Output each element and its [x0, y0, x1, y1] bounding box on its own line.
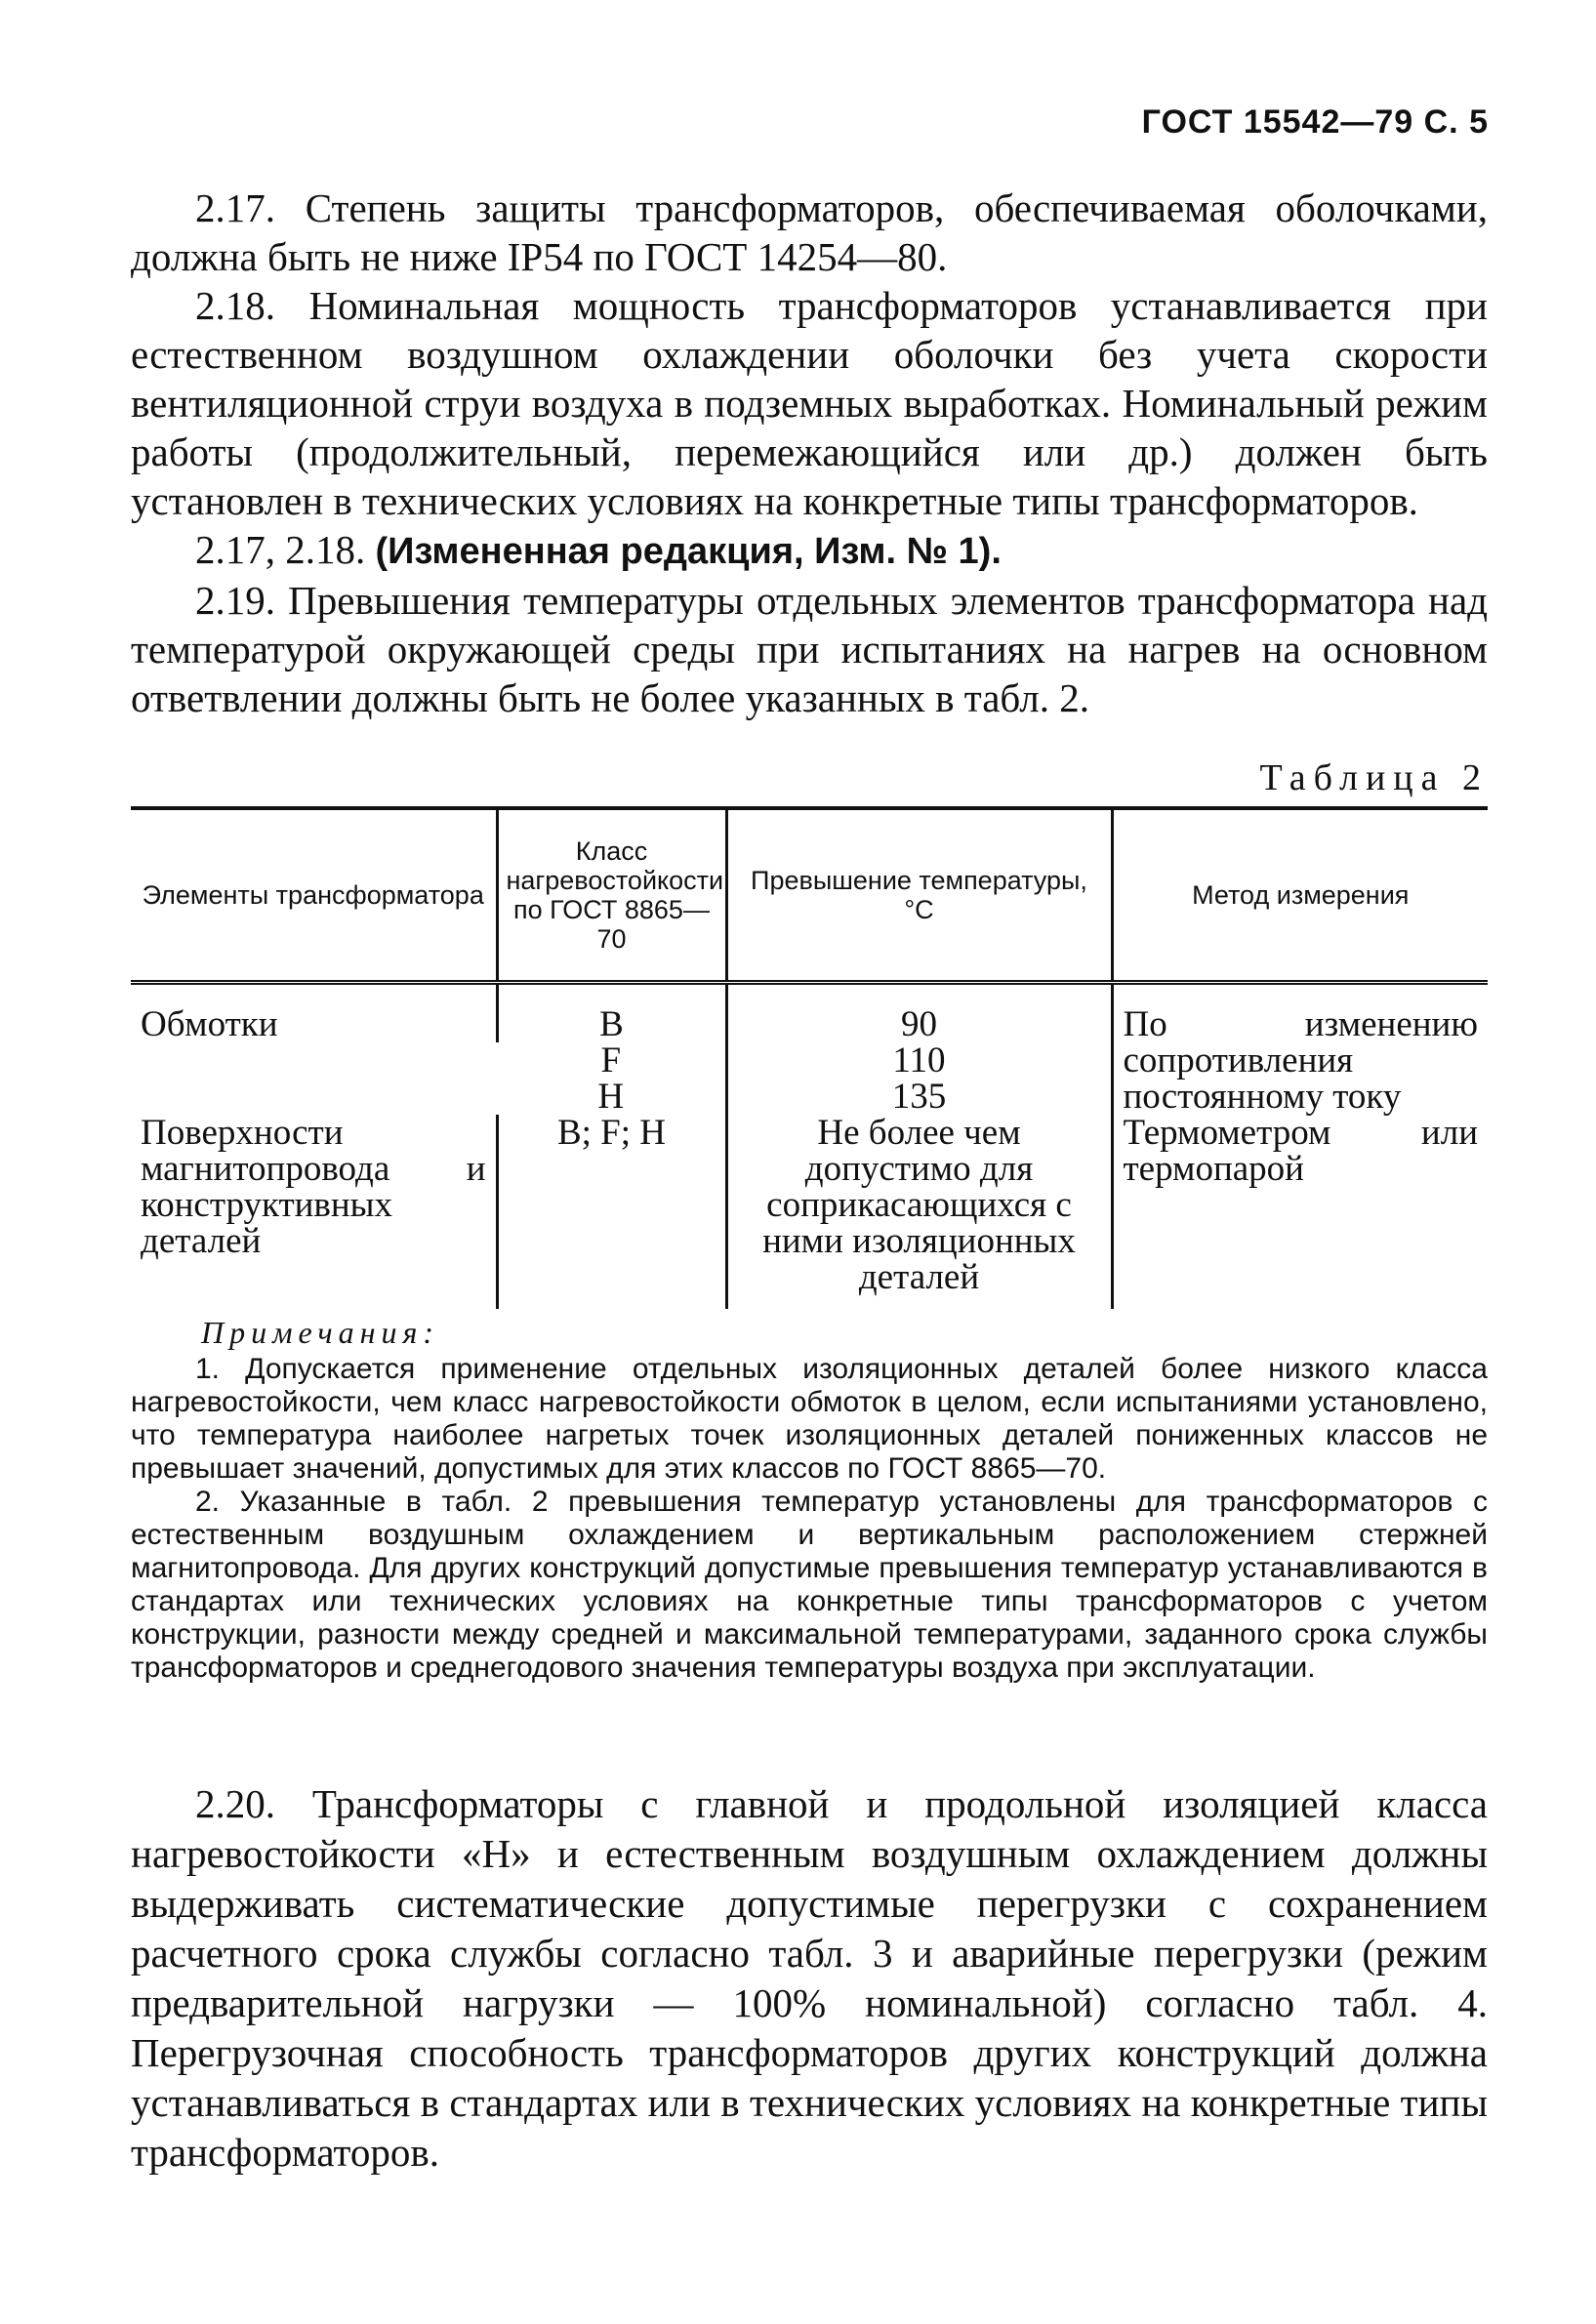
table-header-row	[131, 808, 1488, 983]
cell-rise: 135	[726, 1079, 1112, 1115]
header-temp-rise: Превышение температуры, °С	[726, 808, 1112, 983]
header-method: Метод измерения	[1112, 808, 1488, 983]
cell-class: H	[597, 1077, 625, 1117]
cell-class: B	[497, 983, 726, 1043]
table-caption: Таблица 2	[1259, 757, 1489, 798]
table-row-windings	[131, 983, 1488, 1043]
notes-title: Примечания:	[201, 1315, 439, 1350]
cell-class: B; F; H	[497, 1115, 726, 1309]
note-1: 1. Допускается применение отдельных изоляционных деталей более низкого класса нагревостойкости, чем класс нагревостойкости обмоток в целом, если испытаниями установлено, что температура наиболее нагретых точек изоляционных деталей пониженных классов не превышает значений, допустимых для этих классов по ГОСТ 8865—70.	[131, 1353, 1488, 1485]
cell-method: По изменению сопротивления постоянному току	[1112, 983, 1488, 1116]
cell-method: Термометром или термопарой	[1112, 1115, 1488, 1309]
paragraph-2-17: 2.17. Степень защиты трансформаторов, обеспечиваемая оболочками, должна быть не ниже IP54 по ГОСТ 14254—80.	[131, 185, 1488, 279]
note-2: 2. Указанные в табл. 2 превышения температур установлены для трансформаторов с естественным воздушным охлаждением и вертикальным расположением стержней магнитопровода. Для других конструкций допустимые превышения температур устанавливаются в стандартах или технических условиях на конкретные типы трансформаторов с учетом конструкции, разности между средней и максимальной температурами, заданного срока службы трансформаторов и среднегодового значения температуры воздуха при эксплуатации.	[131, 1486, 1488, 1684]
cell-rise: 90	[726, 983, 1112, 1043]
cell-element: Обмотки	[141, 1004, 278, 1044]
amendment-prefix: 2.17, 2.18.	[195, 527, 376, 572]
cell-class: F	[600, 1040, 622, 1080]
cell-element: Поверхности магнитопровода и конструктивных деталей	[141, 1113, 486, 1261]
amendment-bold: (Измененная редакция, Изм. № 1).	[375, 531, 1002, 572]
amendment-note	[131, 525, 1488, 576]
table-row-surfaces	[131, 1115, 1488, 1309]
header-heat-class: Класс нагревостойкости по ГОСТ 8865—70	[497, 808, 726, 983]
paragraph-2-19: 2.19. Превышения температуры отдельных элементов трансформатора над температурой окружающей среды при испытаниях на нагрев на основном ответвлении должны быть не более указанных в табл. 2.	[131, 578, 1488, 720]
paragraph-2-18: 2.18. Номинальная мощность трансформаторов устанавливается при естественном воздушном охлаждении оболочки без учета скорости вентиляционной струи воздуха в подземных выработках. Номинальный режим работы (продолжительный, перемежающийся или др.) должен быть установлен в технических условиях на конкретные типы трансформаторов.	[131, 283, 1488, 523]
table-2	[131, 806, 1488, 1309]
paragraph-2-20-block	[131, 1779, 1488, 2178]
paragraph-2-20: 2.20. Трансформаторы с главной и продольной изоляцией класса нагревостойкости «Н» и естественным воздушным охлаждением должны выдерживать систематические допустимые перегрузки с сохранением расчетного срока службы согласно табл. 3 и аварийные перегрузки (режим предварительной нагрузки — 100% номинальной) согласно табл. 4. Перегрузочная способность трансформаторов других конструкций должна устанавливаться в стандартах или в технических условиях на конкретные типы трансформаторов.	[131, 1781, 1488, 2175]
page-header: ГОСТ 15542—79 С. 5	[1141, 103, 1489, 141]
cell-rise: 110	[726, 1042, 1112, 1079]
notes-block	[131, 1315, 1488, 1685]
paragraphs-block	[131, 183, 1488, 722]
header-elements: Элементы трансформатора	[131, 808, 497, 983]
cell-rise: Не более чем допустимо для соприкасающихся с ними изоляционных деталей	[726, 1115, 1112, 1309]
